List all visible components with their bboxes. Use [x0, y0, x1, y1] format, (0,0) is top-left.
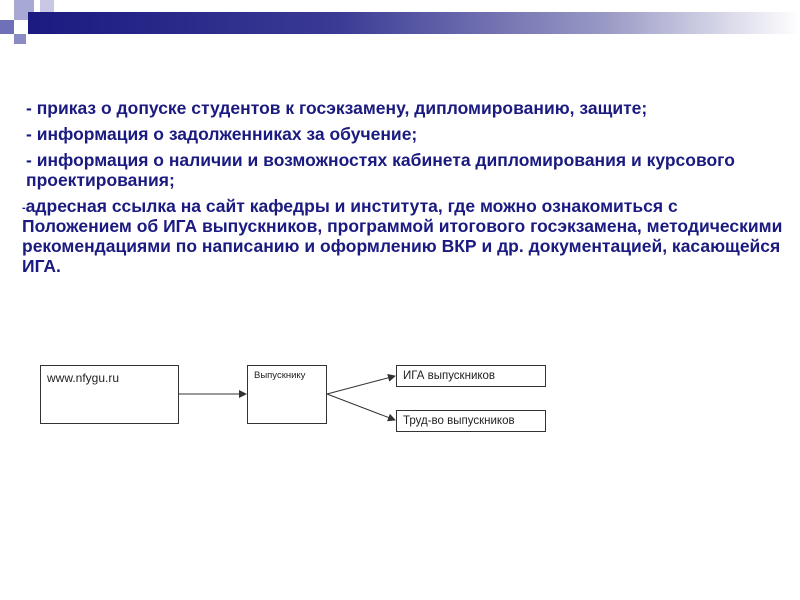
bullet-text: адресная ссылка на сайт кафедры и института, где можно ознакомиться с Положением об ИГА выпускников, программой итогового госэкзамена, методическими рекомендациями по написанию и оформлению ВКР и др. документацией, касающейся ИГА. [22, 196, 783, 276]
arrow-graduate-to-iga [327, 376, 395, 394]
bullet-item: - приказ о допуске студентов к госэкзамену, дипломированию, защите; [26, 98, 648, 118]
bullet-item: - информация о наличии и возможностях кабинета дипломирования и курсового проектирования; [26, 150, 735, 190]
iga-box[interactable]: ИГА выпускников [396, 365, 546, 387]
site-box[interactable]: www.nfygu.ru [40, 365, 179, 424]
bullet-item: - информация о задолженниках за обучение; [26, 124, 418, 144]
bullet-dash: - [22, 202, 26, 214]
graduate-box[interactable]: Выпускнику [247, 365, 327, 424]
arrow-graduate-to-employment [327, 394, 395, 420]
employment-box[interactable]: Труд-во выпускников [396, 410, 546, 432]
